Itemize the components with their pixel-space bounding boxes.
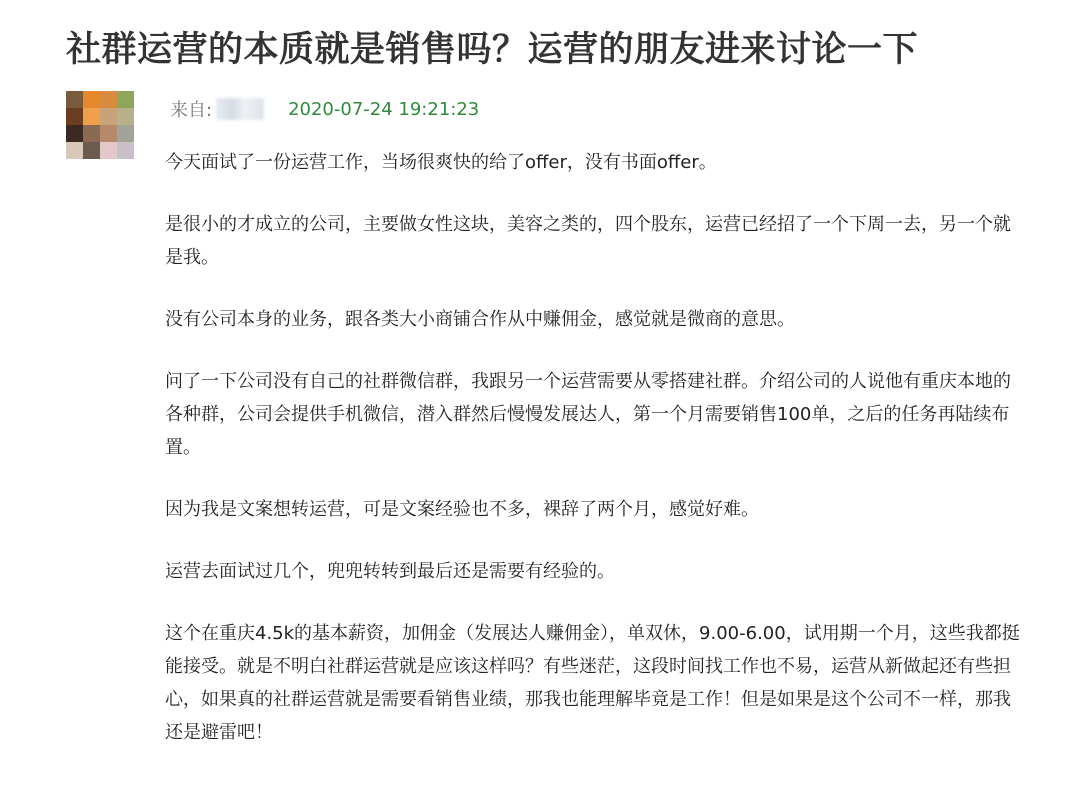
- from-label: 来自:: [170, 100, 213, 121]
- post-paragraph: 因为我是文案想转运营，可是文案经验也不多，裸辞了两个月，感觉好难。: [165, 499, 759, 520]
- post-body: [165, 146, 1025, 778]
- post-title: 社群运营的本质就是销售吗？运营的朋友进来讨论一下: [66, 30, 919, 70]
- avatar-pixel: [83, 125, 100, 142]
- post-meta: [170, 94, 479, 124]
- author-name-blurred[interactable]: [216, 98, 264, 120]
- avatar-pixel: [66, 91, 83, 108]
- avatar-pixel: [100, 91, 117, 108]
- avatar-pixel: [66, 142, 83, 159]
- post-timestamp: 2020-07-24 19:21:23: [288, 98, 480, 120]
- post-paragraph: 这个在重庆4.5k的基本薪资，加佣金（发展达人赚佣金），单双休，9.00-6.00，试用期一个月，这些我都挺能接受。就是不明白社群运营就是应该这样吗？有些迷茫，这段时间找工作也不易，运营从新做起还有些担心，如果真的社群运营就是需要看销售业绩，那我也能理解毕竟是工作！但是如果是这个公司不一样，那我还是避雷吧！: [165, 623, 1020, 743]
- post-paragraph: 问了一下公司没有自己的社群微信群，我跟另一个运营需要从零搭建社群。介绍公司的人说他有重庆本地的各种群，公司会提供手机微信，潜入群然后慢慢发展达人，第一个月需要销售100单，之后的任务再陆续布置。: [165, 371, 1011, 458]
- avatar-pixel: [66, 125, 83, 142]
- post-paragraph: 没有公司本身的业务，跟各类大小商铺合作从中赚佣金，感觉就是微商的意思。: [165, 309, 795, 330]
- avatar-pixel: [83, 108, 100, 125]
- avatar-pixel: [117, 108, 134, 125]
- avatar-pixel: [117, 142, 134, 159]
- avatar-pixel: [100, 125, 117, 142]
- post-paragraph: 今天面试了一份运营工作，当场很爽快的给了offer，没有书面offer。: [165, 152, 717, 173]
- avatar-pixel: [100, 142, 117, 159]
- post-paragraph: 运营去面试过几个，兜兜转转到最后还是需要有经验的。: [165, 561, 615, 582]
- avatar[interactable]: [66, 91, 134, 159]
- post-paragraph: 是很小的才成立的公司，主要做女性这块，美容之类的，四个股东，运营已经招了一个下周一去，另一个就是我。: [165, 214, 1011, 268]
- avatar-pixel: [100, 108, 117, 125]
- avatar-pixel: [83, 91, 100, 108]
- avatar-pixel: [66, 108, 83, 125]
- avatar-pixel: [83, 142, 100, 159]
- avatar-pixel: [117, 125, 134, 142]
- avatar-pixel: [117, 91, 134, 108]
